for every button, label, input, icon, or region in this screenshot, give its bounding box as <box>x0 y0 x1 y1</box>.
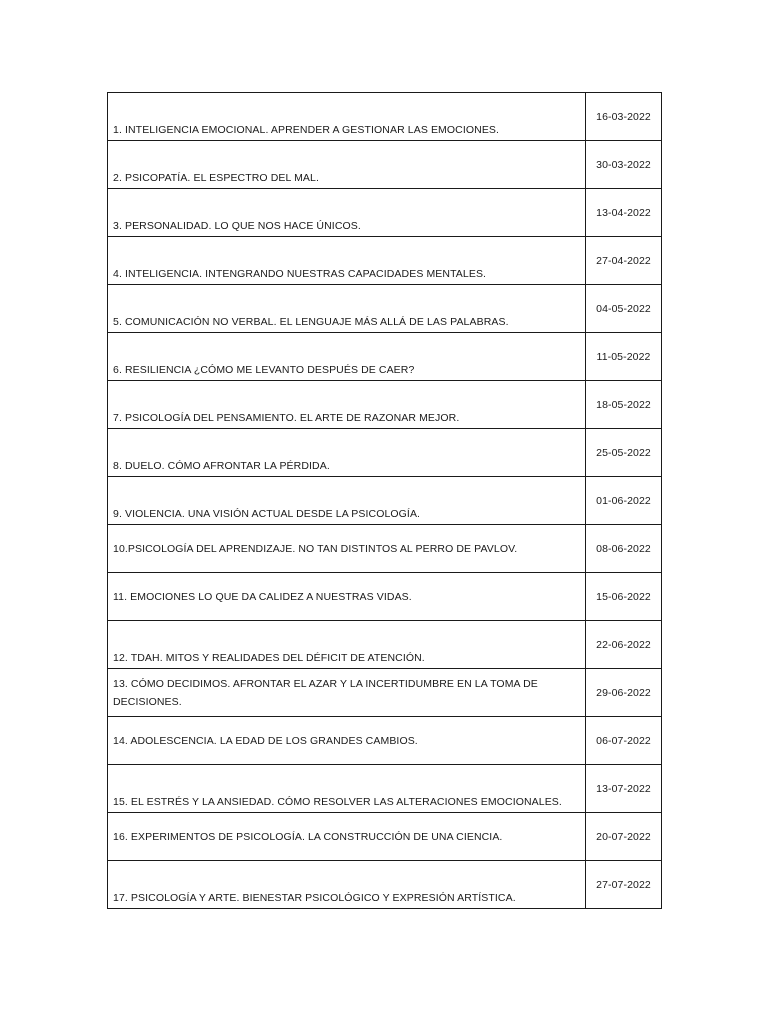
table-row <box>108 285 662 333</box>
date-cell: 11-05-2022 <box>586 333 662 381</box>
table-row <box>108 813 662 861</box>
table-row <box>108 189 662 237</box>
topic-cell: 6. RESILIENCIA ¿CÓMO ME LEVANTO DESPUÉS DE CAER? <box>108 333 586 381</box>
table-row <box>108 381 662 429</box>
table-row <box>108 333 662 381</box>
date-cell: 13-04-2022 <box>586 189 662 237</box>
topic-cell: 16. EXPERIMENTOS DE PSICOLOGÍA. LA CONSTRUCCIÓN DE UNA CIENCIA. <box>108 813 586 861</box>
date-cell: 25-05-2022 <box>586 429 662 477</box>
schedule-table <box>107 92 662 909</box>
topic-cell: 10.PSICOLOGÍA DEL APRENDIZAJE. NO TAN DISTINTOS AL PERRO DE PAVLOV. <box>108 525 586 573</box>
topic-cell: 8. DUELO. CÓMO AFRONTAR LA PÉRDIDA. <box>108 429 586 477</box>
table-row <box>108 717 662 765</box>
topic-cell: 2. PSICOPATÍA. EL ESPECTRO DEL MAL. <box>108 141 586 189</box>
topic-cell: 9. VIOLENCIA. UNA VISIÓN ACTUAL DESDE LA PSICOLOGÍA. <box>108 477 586 525</box>
table-row <box>108 477 662 525</box>
table-row <box>108 141 662 189</box>
date-cell: 15-06-2022 <box>586 573 662 621</box>
date-cell: 30-03-2022 <box>586 141 662 189</box>
table-row <box>108 765 662 813</box>
date-cell: 27-04-2022 <box>586 237 662 285</box>
table-row <box>108 861 662 909</box>
topic-cell: 15. EL ESTRÉS Y LA ANSIEDAD. CÓMO RESOLVER LAS ALTERACIONES EMOCIONALES. <box>108 765 586 813</box>
date-cell: 16-03-2022 <box>586 93 662 141</box>
topic-cell: 11. EMOCIONES LO QUE DA CALIDEZ A NUESTRAS VIDAS. <box>108 573 586 621</box>
date-cell: 22-06-2022 <box>586 621 662 669</box>
table-row <box>108 93 662 141</box>
topic-cell: 17. PSICOLOGÍA Y ARTE. BIENESTAR PSICOLÓGICO Y EXPRESIÓN ARTÍSTICA. <box>108 861 586 909</box>
topic-cell: 5. COMUNICACIÓN NO VERBAL. EL LENGUAJE MÁS ALLÁ DE LAS PALABRAS. <box>108 285 586 333</box>
topic-cell: 7. PSICOLOGÍA DEL PENSAMIENTO. EL ARTE DE RAZONAR MEJOR. <box>108 381 586 429</box>
topic-cell: 1. INTELIGENCIA EMOCIONAL. APRENDER A GESTIONAR LAS EMOCIONES. <box>108 93 586 141</box>
table-row <box>108 573 662 621</box>
date-cell: 29-06-2022 <box>586 669 662 717</box>
date-cell: 13-07-2022 <box>586 765 662 813</box>
topic-cell: 4. INTELIGENCIA. INTENGRANDO NUESTRAS CAPACIDADES MENTALES. <box>108 237 586 285</box>
date-cell: 04-05-2022 <box>586 285 662 333</box>
table-row <box>108 669 662 717</box>
topic-cell: 3. PERSONALIDAD. LO QUE NOS HACE ÚNICOS. <box>108 189 586 237</box>
topic-cell: 14. ADOLESCENCIA. LA EDAD DE LOS GRANDES CAMBIOS. <box>108 717 586 765</box>
date-cell: 18-05-2022 <box>586 381 662 429</box>
date-cell: 08-06-2022 <box>586 525 662 573</box>
table-row <box>108 429 662 477</box>
date-cell: 20-07-2022 <box>586 813 662 861</box>
table-row <box>108 525 662 573</box>
topic-cell: 12. TDAH. MITOS Y REALIDADES DEL DÉFICIT DE ATENCIÓN. <box>108 621 586 669</box>
date-cell: 01-06-2022 <box>586 477 662 525</box>
table-row <box>108 237 662 285</box>
table-row <box>108 621 662 669</box>
date-cell: 06-07-2022 <box>586 717 662 765</box>
topic-cell: 13. CÓMO DECIDIMOS. AFRONTAR EL AZAR Y LA INCERTIDUMBRE EN LA TOMA DE DECISIONES. <box>108 669 586 717</box>
date-cell: 27-07-2022 <box>586 861 662 909</box>
